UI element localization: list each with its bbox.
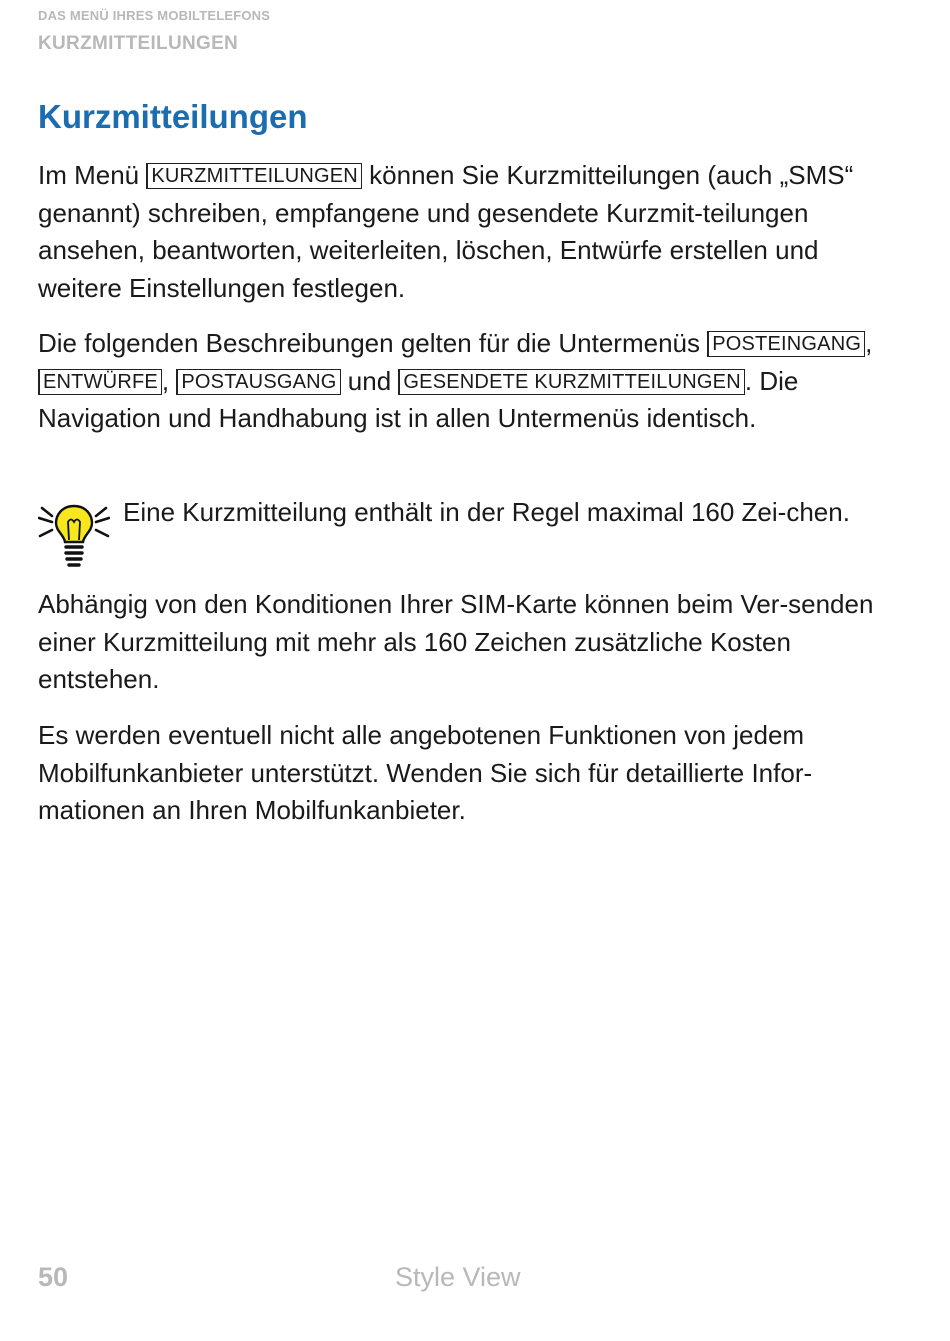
intro-text-start: Im Menü bbox=[38, 160, 147, 190]
intro-text-end: können Sie Kurzmitteilungen (auch „SMS“ genannt) schreiben, empfangene und gesendete Kurzmit-teilungen ansehen, beantworten, weiterleiten, löschen, Entwürfe erstellen und weitere Einstellungen festlegen. bbox=[38, 160, 854, 303]
separator-comma: , bbox=[161, 365, 177, 396]
running-header-section: DAS MENÜ IHRES MOBILTELEFONS bbox=[38, 8, 271, 23]
lightbulb-icon bbox=[38, 498, 110, 570]
submenus-text-end: . Die Navigation und Handhabung ist in allen Untermenüs identisch. bbox=[38, 365, 799, 433]
footer-brand: Style View bbox=[395, 1262, 521, 1292]
submenus-paragraph bbox=[38, 325, 898, 438]
page-number: 50 bbox=[38, 1262, 69, 1292]
menu-key-posteingang: POSTEINGANG bbox=[707, 331, 865, 357]
separator-comma: , bbox=[865, 328, 873, 358]
menu-key-gesendete-kurzmitteilungen: GESENDETE KURZMITTEILUNGEN bbox=[398, 369, 744, 395]
menu-key-postausgang: POSTAUSGANG bbox=[176, 369, 340, 395]
tip-text: Eine Kurzmitteilung enthält in der Regel maximal 160 Zei-chen. bbox=[123, 497, 850, 527]
submenus-text-start: Die folgenden Beschreibungen gelten für die Untermenüs bbox=[38, 328, 708, 358]
cost-paragraph: Abhängig von den Konditionen Ihrer SIM-Karte können beim Ver-senden einer Kurzmitteilung mit mehr als 160 Zeichen zusätzliche Kosten entstehen. bbox=[38, 589, 874, 694]
page-title: Kurzmitteilungen bbox=[38, 98, 308, 135]
running-header-subsection: KURZMITTEILUNGEN bbox=[38, 33, 239, 54]
menu-key-kurzmitteilungen: KURZMITTEILUNGEN bbox=[146, 163, 362, 189]
tip-box bbox=[38, 494, 898, 574]
provider-paragraph: Es werden eventuell nicht alle angebotenen Funktionen von jedem Mobilfunkanbieter unterstützt. Wenden Sie sich für detaillierte Infor-mationen an Ihren Mobilfunkanbieter. bbox=[38, 720, 813, 825]
intro-paragraph bbox=[38, 157, 898, 307]
submenus-text-und: und bbox=[340, 365, 399, 396]
menu-key-entwuerfe: ENTWÜRFE bbox=[38, 369, 162, 395]
